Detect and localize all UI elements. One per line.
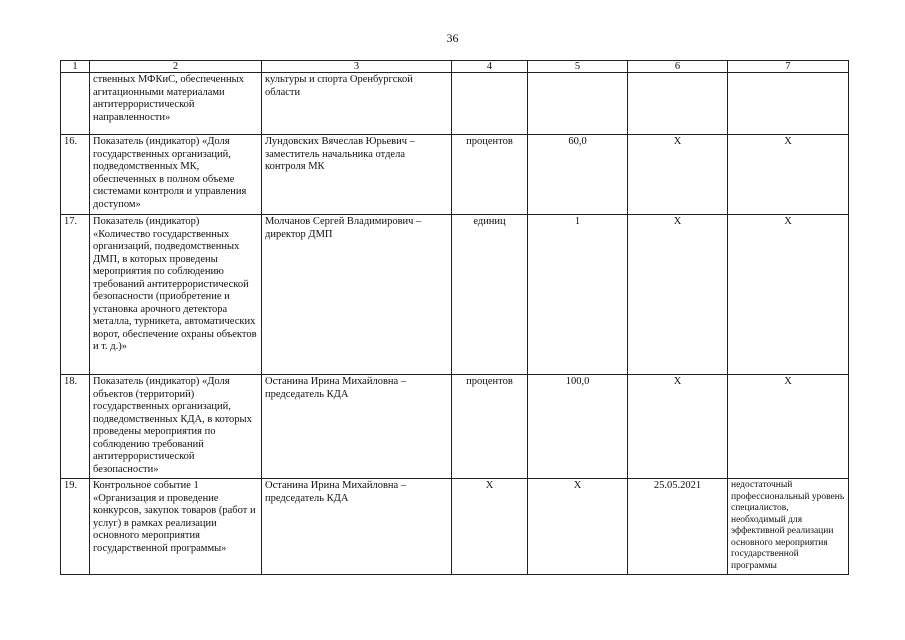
document-table — [60, 60, 849, 575]
risk-note: X — [728, 375, 849, 479]
table-row — [61, 375, 849, 479]
row-number: 19. — [61, 479, 90, 575]
risk-note: недостаточный профессиональный уровень специалистов, необходимый для эффективной реализации основного мероприятия государственной программы — [728, 479, 849, 575]
indicator-name: Показатель (индикатор) «Доля государственных организаций, подведомственных МК, обеспеченных в полном объеме системами контроля и управления доступом» — [90, 135, 262, 215]
column-number: 4 — [452, 61, 528, 73]
row-number: 17. — [61, 215, 90, 375]
deadline-date: 25.05.2021 — [628, 479, 728, 575]
responsible-person: Молчанов Сергей Владимирович – директор ДМП — [262, 215, 452, 375]
responsible-person: Останина Ирина Михайловна – председатель КДА — [262, 479, 452, 575]
responsible-person: Лундовских Вячеслав Юрьевич – заместитель начальника отдела контроля МК — [262, 135, 452, 215]
deadline-date: X — [628, 215, 728, 375]
responsible-person: культуры и спорта Оренбургской области — [262, 73, 452, 135]
column-number-row — [61, 61, 849, 73]
deadline-date: X — [628, 375, 728, 479]
table-row — [61, 215, 849, 375]
table-row — [61, 73, 849, 135]
target-value: 60,0 — [528, 135, 628, 215]
deadline-date — [628, 73, 728, 135]
page-number: 36 — [446, 31, 459, 45]
unit: процентов — [452, 375, 528, 479]
target-value: X — [528, 479, 628, 575]
risk-note — [728, 73, 849, 135]
table-row — [61, 479, 849, 575]
unit: процентов — [452, 135, 528, 215]
column-number: 5 — [528, 61, 628, 73]
indicator-name: Показатель (индикатор) «Количество государственных организаций, подведомственных ДМП, в которых проведены мероприятия по соблюдению требований антитеррористической безопасности (приобретение и установка арочного детектора металла, турникета, автоматических ворот, обеспечение охраны объектов и т. д.)» — [90, 215, 262, 375]
column-number: 3 — [262, 61, 452, 73]
risk-note: X — [728, 215, 849, 375]
row-number: 18. — [61, 375, 90, 479]
deadline-date: X — [628, 135, 728, 215]
risk-note: X — [728, 135, 849, 215]
unit — [452, 73, 528, 135]
indicator-name: ственных МФКиС, обеспеченных агитационными материалами антитеррористической направленности» — [90, 73, 262, 135]
target-value — [528, 73, 628, 135]
unit: единиц — [452, 215, 528, 375]
table-row — [61, 135, 849, 215]
indicator-name: Контрольное событие 1 «Организация и проведение конкурсов, закупок товаров (работ и услуг) в рамках реализации основного мероприятия государственной программы» — [90, 479, 262, 575]
column-number: 2 — [90, 61, 262, 73]
target-value: 1 — [528, 215, 628, 375]
row-number: 16. — [61, 135, 90, 215]
target-value: 100,0 — [528, 375, 628, 479]
column-number: 6 — [628, 61, 728, 73]
column-number: 1 — [61, 61, 90, 73]
column-number: 7 — [728, 61, 849, 73]
indicator-name: Показатель (индикатор) «Доля объектов (территорий) государственных организаций, подведомственных КДА, в которых проведены мероприятия по соблюдению требований антитеррористической безопасности» — [90, 375, 262, 479]
row-number — [61, 73, 90, 135]
responsible-person: Останина Ирина Михайловна – председатель КДА — [262, 375, 452, 479]
unit: X — [452, 479, 528, 575]
